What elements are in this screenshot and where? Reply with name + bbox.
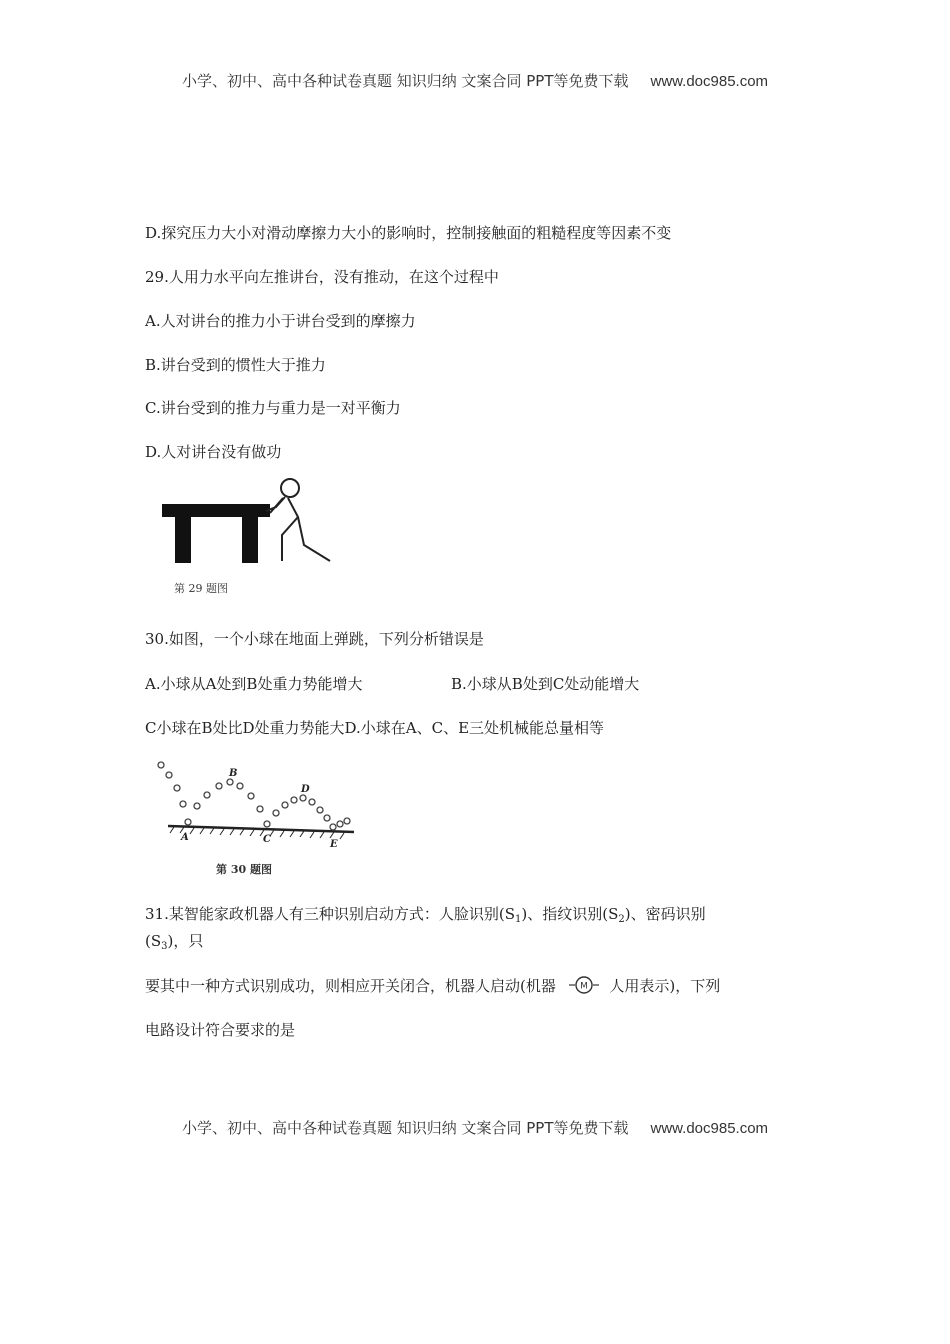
motor-icon xyxy=(569,975,599,995)
q31-stem-part1: 31.某智能家政机器人有三种识别启动方式：人脸识别(S xyxy=(145,905,515,923)
point-label-a: A xyxy=(181,832,189,843)
q31-line2-part-a: 要其中一种方式识别成功，则相应开关闭合，机器人启动(机器 xyxy=(145,977,556,995)
q29-figure xyxy=(158,475,338,600)
q29-option-a: A.人对讲台的推力小于讲台受到的摩擦力 xyxy=(145,312,416,330)
q31-stem-line2 xyxy=(145,975,720,996)
q30-figure xyxy=(150,755,365,880)
q31-stem-line3: 电路设计符合要求的是 xyxy=(145,1021,296,1039)
q31-stem-line1 xyxy=(145,903,706,925)
lectern-drawing xyxy=(162,504,270,563)
q30-option-a: A.小球从A处到B处重力势能增大 xyxy=(145,675,363,693)
footer-text: 小学、初中、高中各种试卷真题 知识归纳 文案合同 PPT等免费下载 xyxy=(181,1119,629,1137)
point-label-e: E xyxy=(330,839,338,850)
q29-stem: 29.人用力水平向左推讲台，没有推动，在这个过程中 xyxy=(145,268,499,286)
header-text: 小学、初中、高中各种试卷真题 知识归纳 文案合同 PPT等免费下载 xyxy=(181,72,629,90)
q30-figure-caption: 第 30 题图 xyxy=(216,863,272,876)
q31-line2-part-b: 人用表示)，下列 xyxy=(609,977,721,995)
page-footer xyxy=(0,1117,950,1138)
q29-option-b: B.讲台受到的惯性大于推力 xyxy=(145,356,326,374)
page-header xyxy=(0,70,950,91)
ground-line xyxy=(168,826,354,839)
q28-option-d: D.探究压力大小对滑动摩擦力大小的影响时，控制接触面的粗糙程度等因素不变 xyxy=(145,224,672,242)
q31-stem-part3: )、密码识别 xyxy=(624,905,706,923)
header-url[interactable]: www.doc985.com xyxy=(650,73,769,90)
s2-subscript: 2 xyxy=(618,914,625,925)
q30-stem: 30.如图，一个小球在地面上弹跳，下列分析错误是 xyxy=(145,630,484,648)
ball-trajectory xyxy=(158,762,350,830)
q31-stem-line1b xyxy=(145,930,203,952)
point-label-c: C xyxy=(263,834,271,845)
q29-option-d: D.人对讲台没有做功 xyxy=(145,443,282,461)
point-label-b: B xyxy=(229,768,238,779)
q30-option-cd: C小球在B处比D处重力势能大D.小球在A、C、E三处机械能总量相等 xyxy=(145,719,605,737)
point-label-d: D xyxy=(301,784,310,795)
s1-subscript: 1 xyxy=(515,914,522,925)
q31-stem-part2: )、指纹识别(S xyxy=(521,905,619,923)
s3-subscript: 3 xyxy=(161,941,168,952)
footer-url[interactable]: www.doc985.com xyxy=(650,1120,769,1137)
q29-option-c: C.讲台受到的推力与重力是一对平衡力 xyxy=(145,399,401,417)
motor-symbol-label: M xyxy=(579,981,588,992)
person-drawing xyxy=(266,479,330,561)
q30-option-b: B.小球从B处到C处动能增大 xyxy=(451,675,640,693)
q29-figure-caption: 第 29 题图 xyxy=(174,582,228,595)
q31-stem-part5: )，只 xyxy=(167,932,204,950)
q31-stem-part4: (S xyxy=(145,932,162,950)
